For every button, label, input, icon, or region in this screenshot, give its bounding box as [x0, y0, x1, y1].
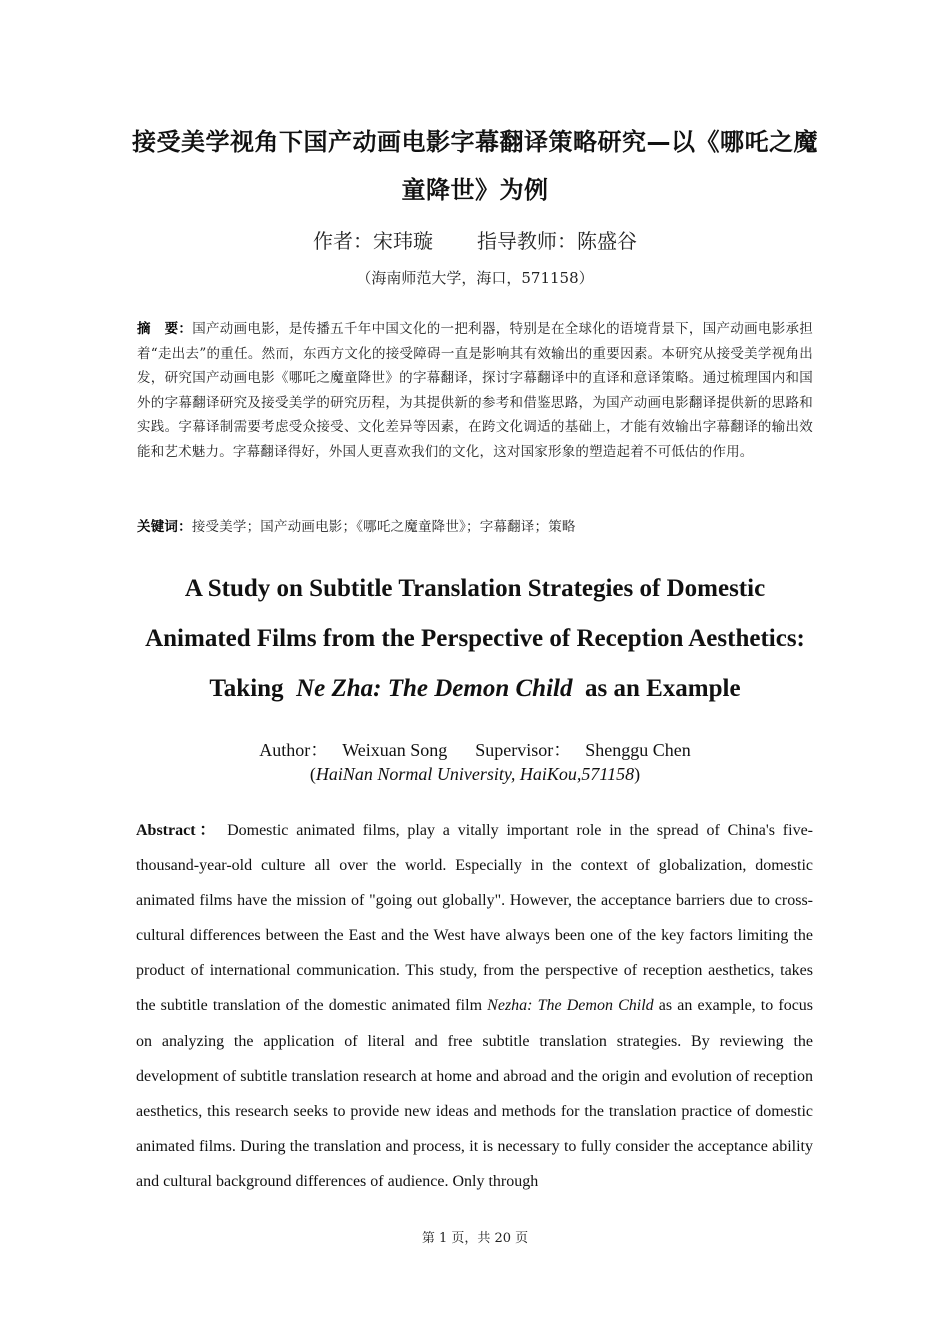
- chinese-supervisor: 指导教师：陈盛谷: [477, 229, 637, 253]
- english-abstract: [136, 813, 813, 1199]
- chinese-keywords-text: 接受美学；国产动画电影；《哪吒之魔童降世》；字幕翻译；策略: [191, 519, 576, 535]
- english-abstract-part-2: as an example, to focus on analyzing the application of literal and free subtitle translation strategies. By reviewing the development of subtitle translation research at home and abroad and the origin and evolution of reception aesthetics, this research seeks to provide new ideas and methods for the translation practice of domestic animated films. During the translation and process, it is necessary to fully consider the acceptance ability and cultural background differences of audience. Only through: [136, 997, 814, 1190]
- english-affiliation: [0, 762, 950, 786]
- english-supervisor-label: Supervisor：: [475, 740, 572, 760]
- english-affiliation-text: HaiNan Normal University, HaiKou,571158: [315, 764, 635, 784]
- english-title-film-name: Ne Zha: The Demon Child: [296, 675, 573, 702]
- chinese-author: 作者：宋玮璇: [313, 229, 433, 253]
- chinese-keywords: [137, 515, 813, 539]
- english-title-line-2: Animated Films from the Perspective of Reception Aesthetics:: [145, 625, 805, 652]
- chinese-author-line: [0, 226, 950, 256]
- chinese-abstract-label: 摘 要：: [137, 321, 193, 337]
- chinese-keywords-label: 关键词：: [137, 519, 192, 535]
- english-title: [110, 564, 840, 714]
- chinese-title: 接受美学视角下国产动画电影字幕翻译策略研究—以《哪吒之魔童降世》为例: [132, 128, 818, 204]
- english-title-line-1: A Study on Subtitle Translation Strategies of Domestic: [184, 575, 766, 602]
- english-abstract-part-1: Domestic animated films, play a vitally important role in the spread of China's five-thousand-year-old culture all over the world. Especially in the context of globalization, domestic animated films have the mission of "going out globally". However, the acceptance barriers due to cross-cultural differences between the East and the West have always been one of the key factors limiting the product of international communication. This study, from the perspective of reception aesthetics, takes the subtitle translation of the domestic animated film: [136, 822, 814, 1015]
- english-author-label: Author：: [259, 740, 329, 760]
- chinese-abstract: [137, 317, 813, 465]
- english-title-line-3: [110, 664, 840, 714]
- chinese-abstract-text: 国产动画电影，是传播五千年中国文化的一把利器，特别是在全球化的语境背景下，国产动画电影承担着“走出去”的重任。然而，东西方文化的接受障碍一直是影响其有效输出的重要因素。本研究从接受美学视角出发，研究国产动画电影《哪吒之魔童降世》的字幕翻译，探讨字幕翻译中的直译和意译策略。通过梳理国内和国外的字幕翻译研究及接受美学的研究历程，为其提供新的参考和借鉴思路，为国产动画电影翻译提供新的思路和实践。字幕译制需要考虑受众接受、文化差异等因素，在跨文化调适的基础上，才能有效输出字幕翻译的输出效能和艺术魅力。字幕翻译得好，外国人更喜欢我们的文化，这对国家形象的塑造起着不可低估的作用。: [137, 321, 813, 460]
- english-title-taking: Taking: [209, 675, 284, 702]
- chinese-affiliation: （海南师范大学，海口，571158）: [356, 269, 594, 287]
- english-abstract-label: Abstract：: [136, 822, 220, 839]
- english-author-line: [0, 738, 950, 762]
- affiliation-paren-close: ): [634, 764, 641, 784]
- page-number-footer: 第 1 页，共 20 页: [421, 1231, 529, 1246]
- english-abstract-film-name: Nezha: The Demon Child: [487, 997, 654, 1015]
- english-supervisor-name: Shenggu Chen: [585, 740, 691, 760]
- english-title-suffix: as an Example: [584, 675, 741, 702]
- english-author-name: Weixuan Song: [342, 740, 448, 760]
- affiliation-paren-open: (: [309, 764, 316, 784]
